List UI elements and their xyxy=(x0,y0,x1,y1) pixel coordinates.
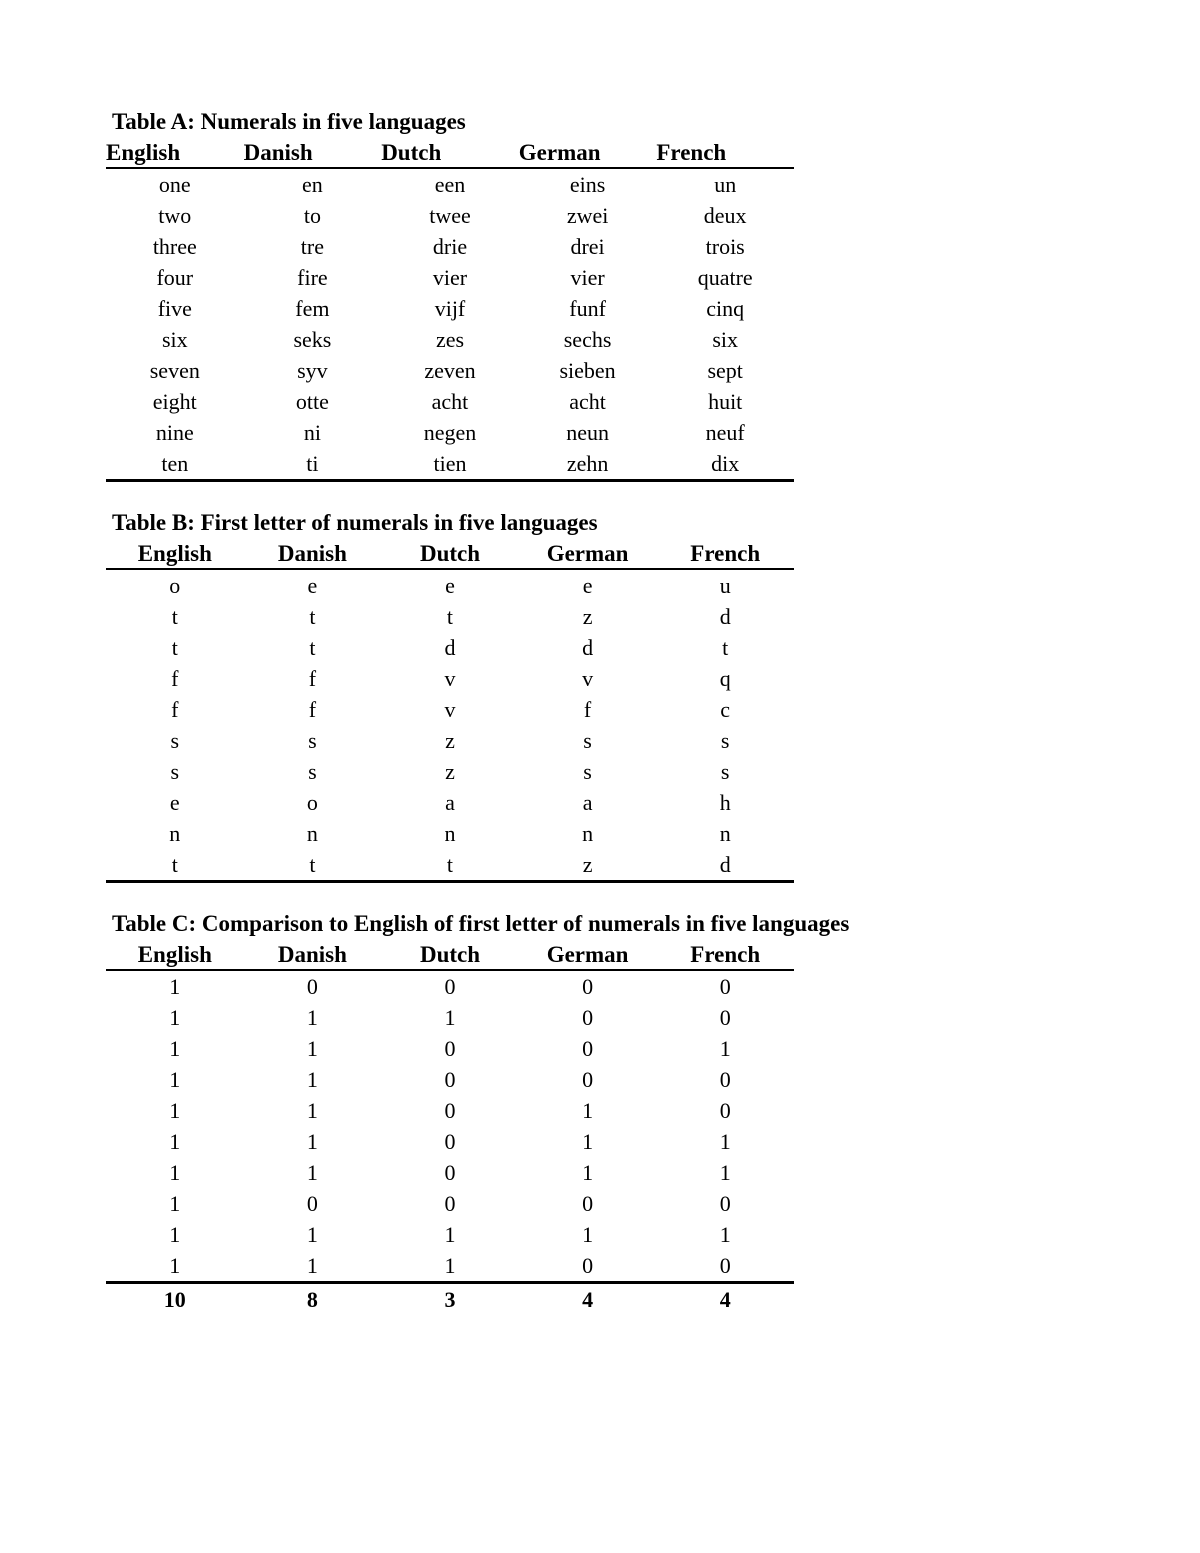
table-cell: neun xyxy=(566,420,609,445)
table-cell: eight xyxy=(152,389,197,414)
table-cell: otte xyxy=(295,389,329,414)
table-cell: ten xyxy=(106,448,244,481)
table-cell: huit xyxy=(708,389,743,414)
table-cell: twee xyxy=(429,203,471,228)
table-cell: acht xyxy=(431,389,469,414)
table-cell: o xyxy=(306,790,318,815)
table-cell: six xyxy=(161,327,188,352)
total-cell-german: 4 xyxy=(582,1287,594,1312)
table-cell: t xyxy=(106,849,244,882)
table-cell: s xyxy=(308,759,317,784)
table-cell: dix xyxy=(656,448,794,481)
table-cell: z xyxy=(519,849,657,882)
table-cell: t xyxy=(722,635,729,660)
table-row xyxy=(106,1095,794,1126)
table-cell: seks xyxy=(293,327,332,352)
table-cell: un xyxy=(714,172,737,197)
table-cell: c xyxy=(720,697,731,722)
table-cell: trois xyxy=(705,234,745,259)
table-cell: 0 xyxy=(444,1191,456,1216)
total-cell-english: 10 xyxy=(163,1287,186,1312)
table-cell: to xyxy=(303,203,321,228)
table-cell: t xyxy=(171,635,178,660)
table-cell: 0 xyxy=(582,1191,594,1216)
table-c-header-french: French xyxy=(656,941,794,970)
table-row xyxy=(106,787,794,818)
table-cell: a xyxy=(445,790,455,815)
table-cell: syv xyxy=(297,358,328,383)
table-cell: vijf xyxy=(434,296,466,321)
table-cell: t xyxy=(244,849,382,882)
table-cell: 0 xyxy=(444,974,456,999)
table-cell: 1 xyxy=(582,1160,594,1185)
table-cell: 1 xyxy=(582,1098,594,1123)
table-cell: d xyxy=(582,635,594,660)
table-row xyxy=(106,1033,794,1064)
table-c-title: Table C: Comparison to English of first letter of numerals in five languages xyxy=(112,911,850,936)
table-cell: sechs xyxy=(563,327,612,352)
table-row xyxy=(106,417,794,448)
table-cell: 1 xyxy=(169,1098,181,1123)
table-row xyxy=(106,756,794,787)
table-cell: n xyxy=(719,821,731,846)
table-cell: sept xyxy=(707,358,743,383)
table-cell: 0 xyxy=(444,1129,456,1154)
table-cell: 0 xyxy=(656,1250,794,1283)
table-cell: 1 xyxy=(169,1005,181,1030)
table-cell: quatre xyxy=(697,265,753,290)
table-c-header-english: English xyxy=(106,941,244,970)
table-cell: 0 xyxy=(719,1098,731,1123)
table-cell: n xyxy=(169,821,181,846)
table-a-title: Table A: Numerals in five languages xyxy=(112,109,466,134)
table-cell: v xyxy=(582,666,594,691)
table-cell: 1 xyxy=(444,1222,456,1247)
table-cell: negen xyxy=(423,420,477,445)
table-cell: four xyxy=(156,265,194,290)
table-cell: tien xyxy=(381,448,519,481)
table-cell: f xyxy=(171,697,179,722)
table-cell: s xyxy=(720,728,730,753)
table-cell: t xyxy=(309,635,316,660)
table-row xyxy=(106,293,794,324)
table-cell: 1 xyxy=(381,1250,519,1283)
table-cell: vier xyxy=(570,265,605,290)
table-b xyxy=(106,540,794,883)
table-row xyxy=(106,448,794,481)
table-cell: 1 xyxy=(169,1129,181,1154)
table-a-header-dutch: Dutch xyxy=(381,139,519,168)
table-cell: six xyxy=(712,327,739,352)
table-a-header-row xyxy=(106,139,794,168)
table-row xyxy=(106,168,794,200)
table-cell: cinq xyxy=(706,296,745,321)
table-cell: eins xyxy=(569,172,606,197)
table-row xyxy=(106,970,794,1002)
table-cell: n xyxy=(444,821,456,846)
table-cell: o xyxy=(169,573,181,598)
table-cell: 1 xyxy=(306,1005,318,1030)
table-cell: s xyxy=(583,728,592,753)
table-cell: en xyxy=(302,172,323,197)
table-cell: zehn xyxy=(519,448,657,481)
table-cell: d xyxy=(719,604,731,629)
total-cell-french: 4 xyxy=(719,1287,731,1312)
table-cell: e xyxy=(307,573,318,598)
table-cell: q xyxy=(719,666,731,691)
table-cell: u xyxy=(719,573,731,598)
table-cell: 1 xyxy=(306,1222,318,1247)
table-cell: t xyxy=(381,849,519,882)
table-cell: 0 xyxy=(444,1098,456,1123)
table-row xyxy=(106,262,794,293)
table-cell: 1 xyxy=(169,1222,181,1247)
table-cell: h xyxy=(719,790,731,815)
table-cell: 1 xyxy=(582,1222,594,1247)
table-cell: 1 xyxy=(719,1129,731,1154)
table-cell: 0 xyxy=(306,974,318,999)
table-row xyxy=(106,1126,794,1157)
table-cell: one xyxy=(158,172,191,197)
table-cell: 0 xyxy=(582,974,594,999)
table-row xyxy=(106,601,794,632)
table-cell: 1 xyxy=(169,1036,181,1061)
table-cell: 1 xyxy=(306,1160,318,1185)
table-row xyxy=(106,231,794,262)
table-row xyxy=(106,1157,794,1188)
table-c-header-german: German xyxy=(519,941,657,970)
table-cell: f xyxy=(308,666,317,691)
table-cell: seven xyxy=(149,358,200,383)
table-cell: s xyxy=(583,759,592,784)
table-row xyxy=(106,632,794,663)
table-c xyxy=(106,941,794,1315)
table-cell: 1 xyxy=(719,1222,731,1247)
table-cell: 1 xyxy=(582,1129,594,1154)
table-b-header-dutch: Dutch xyxy=(381,540,519,569)
table-row xyxy=(106,355,794,386)
table-cell: five xyxy=(157,296,192,321)
table-cell: v xyxy=(444,666,456,691)
table-cell: fire xyxy=(297,265,328,290)
table-row xyxy=(106,725,794,756)
table-cell: a xyxy=(582,790,593,815)
table-cell: vier xyxy=(432,265,468,290)
table-row xyxy=(106,386,794,417)
table-row xyxy=(106,200,794,231)
table-c-header-danish: Danish xyxy=(244,941,382,970)
table-cell: e xyxy=(582,573,593,598)
table-cell: z xyxy=(445,759,455,784)
table-cell: e xyxy=(445,573,455,598)
table-cell: nine xyxy=(155,420,194,445)
table-cell: v xyxy=(444,697,456,722)
table-a-header-french: French xyxy=(656,139,794,168)
table-cell: d xyxy=(656,849,794,882)
table-row xyxy=(106,1250,794,1283)
table-a-header-english: English xyxy=(106,139,244,168)
total-cell-dutch: 3 xyxy=(444,1287,456,1312)
table-cell: tre xyxy=(300,234,324,259)
table-cell: z xyxy=(582,604,593,629)
table-cell: n xyxy=(306,821,318,846)
table-cell: s xyxy=(308,728,317,753)
table-row xyxy=(106,1002,794,1033)
table-cell: d xyxy=(444,635,456,660)
total-cell-danish: 8 xyxy=(306,1287,318,1312)
table-cell: 1 xyxy=(169,1191,181,1216)
table-cell: s xyxy=(720,759,730,784)
table-cell: zwei xyxy=(566,203,609,228)
table-cell: neuf xyxy=(705,420,745,445)
table-row xyxy=(106,849,794,882)
table-cell: 1 xyxy=(169,1160,181,1185)
table-cell: 0 xyxy=(582,1005,594,1030)
table-cell: fem xyxy=(295,296,330,321)
table-row xyxy=(106,324,794,355)
table-row xyxy=(106,1064,794,1095)
table-b-title: Table B: First letter of numerals in five languages xyxy=(112,510,598,535)
table-cell: t xyxy=(446,604,454,629)
table-c-header-dutch: Dutch xyxy=(381,941,519,970)
table-cell: e xyxy=(169,790,180,815)
table-cell: 0 xyxy=(719,1191,731,1216)
table-cell: zes xyxy=(435,327,465,352)
table-cell: sieben xyxy=(559,358,616,383)
table-b-header-danish: Danish xyxy=(244,540,382,569)
table-cell: 0 xyxy=(719,974,731,999)
table-cell: 1 xyxy=(244,1250,382,1283)
table-cell: 1 xyxy=(306,1036,318,1061)
table-cell: 0 xyxy=(582,1067,594,1092)
table-cell: 1 xyxy=(306,1129,318,1154)
table-cell: een xyxy=(434,172,466,197)
table-row xyxy=(106,818,794,849)
table-a xyxy=(106,139,794,482)
table-cell: f xyxy=(308,697,317,722)
table-cell: n xyxy=(582,821,594,846)
table-cell: 1 xyxy=(169,1067,181,1092)
table-cell: two xyxy=(158,203,192,228)
table-cell: 0 xyxy=(444,1036,456,1061)
table-cell: 1 xyxy=(444,1005,456,1030)
table-row xyxy=(106,569,794,601)
table-b-header-english: English xyxy=(106,540,244,569)
table-b-header-row xyxy=(106,540,794,569)
table-cell: t xyxy=(171,604,178,629)
table-cell: ni xyxy=(303,420,321,445)
table-cell: 0 xyxy=(719,1005,731,1030)
table-cell: zeven xyxy=(424,358,476,383)
table-cell: drei xyxy=(570,234,605,259)
table-cell: three xyxy=(152,234,197,259)
table-a-header-danish: Danish xyxy=(244,139,382,168)
table-cell: 0 xyxy=(306,1191,318,1216)
table-b-header-french: French xyxy=(656,540,794,569)
table-cell: 0 xyxy=(719,1067,731,1092)
table-cell: ti xyxy=(244,448,382,481)
table-cell: 1 xyxy=(169,974,181,999)
table-cell: 0 xyxy=(444,1067,456,1092)
table-cell: 0 xyxy=(582,1036,594,1061)
table-cell: 1 xyxy=(306,1098,318,1123)
table-cell: 1 xyxy=(306,1067,318,1092)
table-row xyxy=(106,663,794,694)
table-cell: 0 xyxy=(444,1160,456,1185)
table-cell: s xyxy=(170,759,180,784)
table-cell: 0 xyxy=(519,1250,657,1283)
table-c-header-row xyxy=(106,941,794,970)
table-cell: 1 xyxy=(719,1036,731,1061)
table-cell: f xyxy=(583,697,592,722)
table-row xyxy=(106,694,794,725)
table-cell: drie xyxy=(432,234,468,259)
table-cell: 1 xyxy=(106,1250,244,1283)
table-cell: z xyxy=(445,728,455,753)
table-row xyxy=(106,1219,794,1250)
table-a-header-german: German xyxy=(519,139,657,168)
table-cell: funf xyxy=(569,296,606,321)
table-cell: s xyxy=(170,728,180,753)
table-cell: acht xyxy=(569,389,606,414)
table-cell: f xyxy=(171,666,179,691)
table-c-totals-row xyxy=(106,1283,794,1316)
table-cell: 1 xyxy=(719,1160,731,1185)
table-row xyxy=(106,1188,794,1219)
table-cell: deux xyxy=(703,203,747,228)
table-cell: t xyxy=(309,604,316,629)
table-b-header-german: German xyxy=(519,540,657,569)
